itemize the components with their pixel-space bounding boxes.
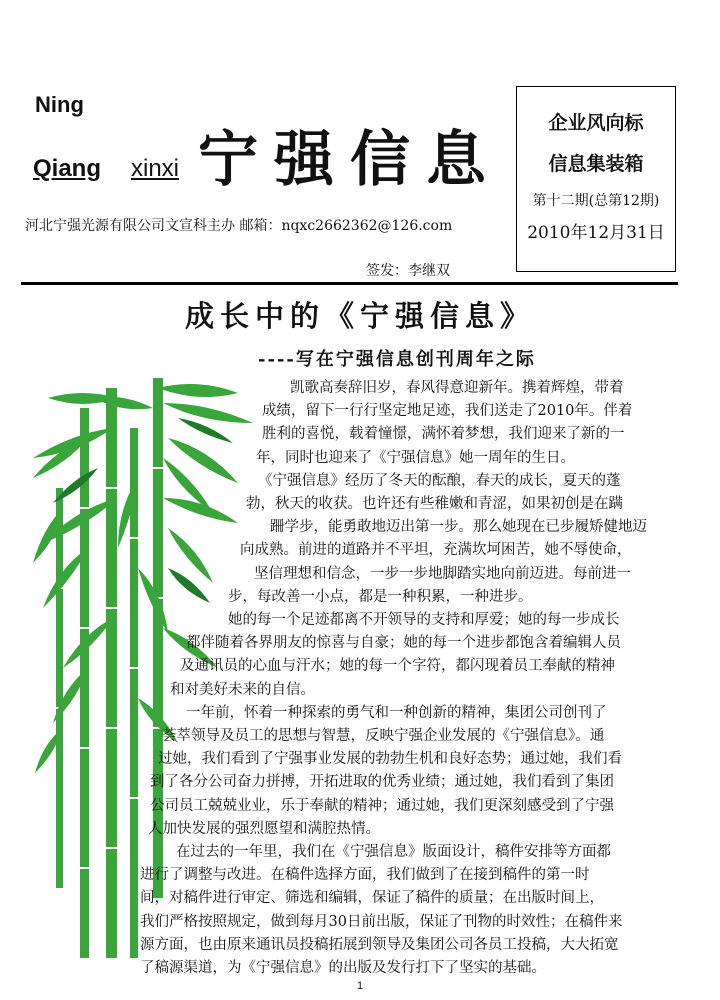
article-subtitle: ----写在宁强信息创刊周年之际 — [258, 349, 536, 370]
article-line: 到了各分公司奋力拼搏，开拓进取的优秀业绩；通过她，我们看到了集团 — [150, 774, 614, 790]
article-line: 凯歌高奏辞旧岁，春风得意迎新年。携着辉煌，带着 — [290, 380, 624, 396]
masthead-pinyin-xinxi: xinxi — [131, 155, 180, 182]
article-line: 坚信理想和信念，一步一步地脚踏实地向前迈进。每前进一 — [254, 566, 631, 582]
article-line: 向成熟。前进的道路并不平坦，充满坎坷困苦，她不辱使命， — [240, 542, 632, 558]
article-line: 公司员工兢兢业业，乐于奉献的精神；通过她，我们更深刻感受到了宁强 — [150, 798, 614, 814]
article-line: 源方面，也由原来通讯员投稿拓展到领导及集团公司各员工投稿，大大拓宽 — [140, 937, 619, 953]
sponsor-line: 河北宁强光源有限公司文宣科主办 邮箱：nqxc2662362@126.com — [25, 218, 453, 234]
article-line: 一年前，怀着一种探索的勇气和一种创新的精神，集团公司创刊了 — [186, 705, 607, 721]
article-line: 荟萃领导及员工的思想与智慧，反映宁强企业发展的《宁强信息》。通 — [162, 728, 605, 744]
article-line: 过她，我们看到了宁强事业发展的勃勃生机和良好态势；通过她，我们看 — [158, 751, 622, 767]
article-line: 人加快发展的强烈愿望和满腔热情。 — [148, 821, 380, 837]
article-line: 她的每一个足迹都离不开领导的支持和厚爱；她的每一步成长 — [228, 612, 620, 628]
article-line: 年，同时也迎来了《宁强信息》她一周年的生日。 — [256, 450, 575, 466]
article-line: 了稿源渠道，为《宁强信息》的出版及发行打下了坚实的基础。 — [140, 960, 546, 976]
article-line: 进行了调整与改进。在稿件选择方面，我们做到了在接到稿件的第一时 — [140, 867, 590, 883]
masthead-pinyin-ning: Ning — [35, 92, 84, 117]
slogan-line-1: 企业风向标 — [548, 112, 644, 134]
issue-number: 第十二期(总第12期) — [532, 193, 660, 209]
article-line: 跚学步，能勇敢地迈出第一步。那么她现在已步履矫健地迈 — [270, 519, 647, 535]
masthead-pinyin-qiang: Qiang — [33, 155, 102, 182]
article-line: 在过去的一年里，我们在《宁强信息》版面设计，稿件安排等方面都 — [176, 844, 611, 860]
article-line: 《宁强信息》经历了冬天的酝酿，春天的成长，夏天的蓬 — [258, 473, 621, 489]
issue-date: 2010年12月31日 — [527, 223, 665, 243]
article-line: 及通讯员的心血与汗水；她的每一个字符，都闪现着员工奉献的精神 — [180, 658, 615, 674]
article-line: 成绩，留下一行行坚定地足迹，我们送走了2010年。伴着 — [262, 403, 633, 419]
article-title: 成长中的《宁强信息》 — [184, 299, 535, 333]
issue-info-box — [516, 86, 676, 272]
page-number: 1 — [356, 980, 364, 992]
article-line: 步，每改善一小点，都是一种积累，一种进步。 — [228, 589, 533, 605]
article-line: 胜利的喜悦，载着憧憬，满怀着梦想，我们迎来了新的一 — [262, 426, 625, 442]
article-line: 我们严格按照规定，做到每月30日前出版，保证了刊物的时效性；在稿件来 — [140, 914, 623, 930]
article-line: 和对美好未来的自信。 — [170, 682, 315, 698]
header-divider — [21, 282, 678, 285]
slogan-line-2: 信息集装箱 — [548, 153, 644, 175]
approver-line: 签发：李继双 — [366, 263, 450, 279]
article-line: 都伴随着各界朋友的惊喜与自豪；她的每一个进步都饱含着编辑人员 — [186, 635, 621, 651]
article-line: 勃，秋天的收获。也许还有些稚嫩和青涩，如果初创是在蹒 — [246, 496, 623, 512]
article-line: 间，对稿件进行审定、筛选和编辑，保证了稿件的质量；在出版时间上， — [140, 890, 604, 906]
masthead-title: 宁强信息 — [198, 125, 502, 195]
